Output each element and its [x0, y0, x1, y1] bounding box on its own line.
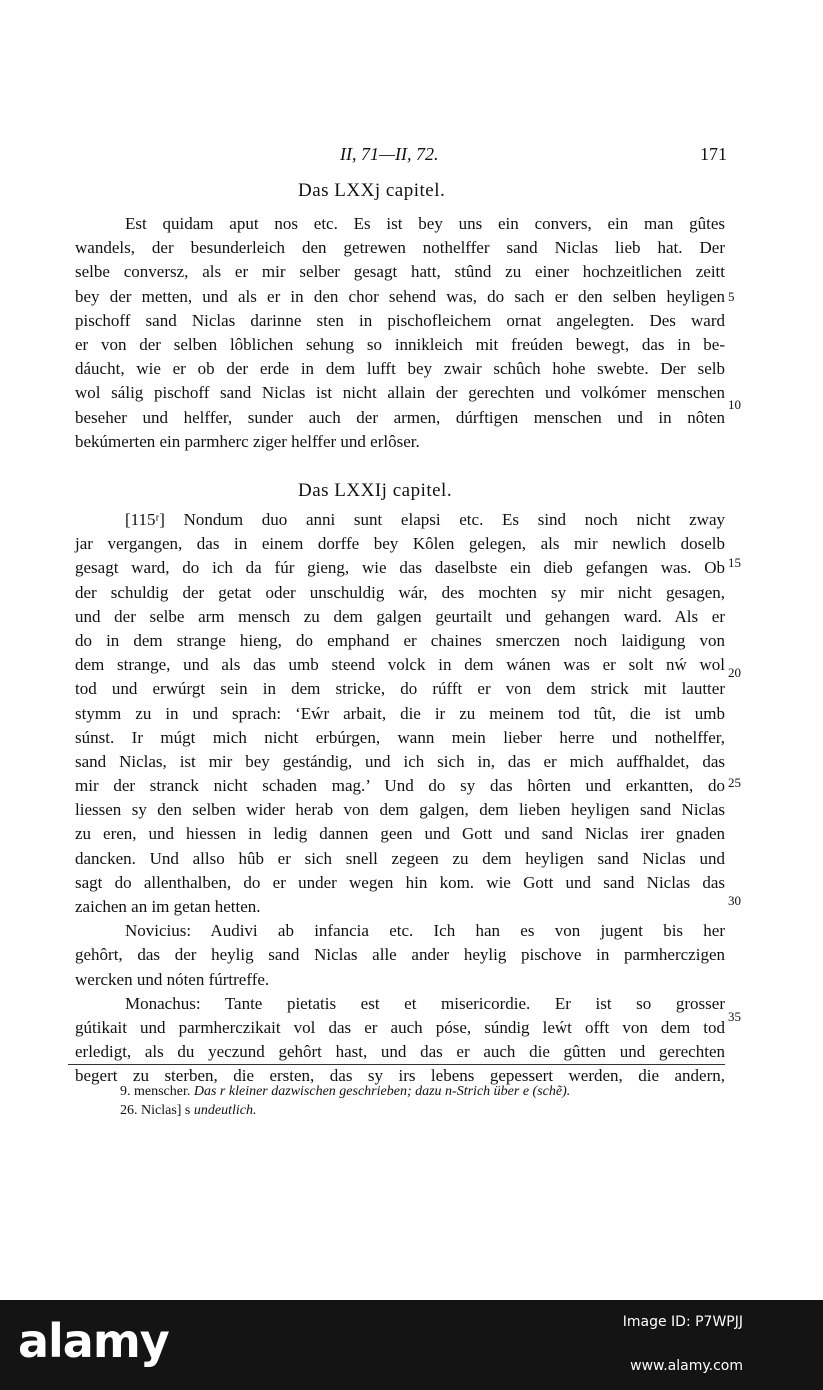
chapter-body [75, 212, 725, 454]
text-line: der schuldig der getat oder unschuldig wár, des mochten sy mir nicht gesagen, [75, 582, 725, 602]
running-head: II, 71—II, 72. [340, 144, 439, 164]
image-id: Image ID: P7WPJJ [622, 1314, 743, 1330]
text-line: gehôrt, das der heylig sand Niclas alle ander heylig pischove in parmherczigen [75, 945, 725, 965]
text-line: bekúmerten ein parmherc ziger helffer und erlôser. [75, 431, 420, 451]
text-line: pischoff sand Niclas darinne sten in pischofleichem ornat angelegten. Des ward [75, 310, 725, 330]
text-line: zaichen an im getan hetten. [75, 897, 261, 916]
text-line: bey der metten, und als er in den chor sehend was, do sach er den selben heyligen [75, 286, 725, 306]
text-line: do in dem strange hieng, do emphand er chaines smerczen noch laidigung von [75, 630, 725, 650]
text-line: dem strange, und als das umb steend volck in dem wánen was er solt nẃ wol [75, 655, 725, 675]
page-number: 171 [700, 144, 727, 164]
chapter-body [75, 508, 725, 1089]
text-line: liessen sy den selben wider herab von dem galgen, dem lieben heyligen sand Niclas [75, 800, 725, 820]
text-line: wol sálig pischoff sand Niclas ist nicht allain der gerechten und volkómer menschen [75, 383, 725, 403]
text-line: gesagt ward, do ich da fúr gieng, wie das daselbste ein dieb gefangen was. Ob [75, 558, 725, 578]
text-line: erledigt, als du yeczund gehôrt hast, und das er auch die gûtten und gerechten [75, 1042, 725, 1062]
line-number: 15 [728, 555, 741, 570]
stock-banner [0, 1300, 823, 1390]
line-number: 20 [728, 665, 741, 680]
text-line: gútikait und parmherczikait vol das er auch póse, súndig leẃt offt von dem tod [75, 1017, 725, 1037]
footnote-ref: 26. Niclas] s [120, 1103, 191, 1118]
text-line: wercken und nóten fúrtreffe. [75, 969, 270, 989]
footnote-ref: 9. menscher. [120, 1084, 191, 1099]
text-line: und der selbe arm mensch zu dem galgen geurtailt und gehangen ward. Als er [75, 606, 725, 626]
alamy-logo: alamy [18, 1314, 169, 1368]
footnote-text: undeutlich. [193, 1103, 257, 1118]
text-line: Monachus: Tante pietatis est et misericordie. Er ist so grosser [125, 993, 725, 1013]
site-url: www.alamy.com [630, 1358, 743, 1374]
footnote-text: Das r kleiner dazwischen geschrieben; dazu n-Strich über e (schẽ). [193, 1084, 571, 1099]
footnote [120, 1082, 570, 1101]
text-line: Novicius: Audivi ab infancia etc. Ich han es von jugent bis her [125, 921, 725, 941]
text-line: er von der selben lôblichen sehung so innikleich mit freúden bewegt, das in be- [75, 334, 725, 354]
text-line: sand Niclas, ist mir bey gestándig, und ich sich in, das er mich auffhaldet, das [75, 751, 725, 771]
footnote-rule [68, 1064, 725, 1065]
text-line: selbe conversz, als er mir selber gesagt hatt, stûnd zu einer hochzeitlichen zeitt [75, 262, 725, 282]
text-line: súnst. Ir múgt mich nicht erbúrgen, wann mein lieber herre und nothelffer, [75, 727, 725, 747]
line-number: 35 [728, 1009, 741, 1024]
chapter-title: Das LXXj capitel. [298, 180, 446, 201]
line-number: 10 [728, 397, 741, 412]
text-line: dáucht, wie er ob der erde in dem lufft bey zwair schûch hohe swebte. Der selb [75, 359, 725, 379]
text-line: jar vergangen, das in einem dorffe bey Kôlen gelegen, als mir newlich doselb [75, 534, 725, 554]
text-line: tod und erwúrgt sein in dem stricke, do rúfft er von dem strick mit lautter [75, 679, 725, 699]
chapter-title: Das LXXIj capitel. [298, 480, 453, 501]
text-line: mir der stranck nicht schaden mag.’ Und do sy das hôrten und erkantten, do [75, 776, 725, 796]
text-line: [115ʳ] Nondum duo anni sunt elapsi etc. Es sind noch nicht zway [125, 510, 725, 529]
text-line: zu eren, und hiessen in ledig dannen geen und Gott und sand Niclas irer gnaden [75, 824, 725, 844]
text-line: wandels, der besunderleich den getrewen nothelffer sand Niclas lieb hat. Der [75, 238, 725, 258]
text-line: begert zu sterben, die ersten, das sy irs lebens gepessert werden, die andern, [75, 1066, 725, 1086]
text-line: sagt do allenthalben, do er under wegen hin kom. wie Gott und sand Niclas das [75, 872, 725, 892]
footnotes [120, 1082, 570, 1120]
text-line: dancken. Und allso hûb er sich snell zegeen zu dem heyligen sand Niclas und [75, 848, 725, 868]
line-number: 5 [728, 289, 735, 304]
text-line: beseher und helffer, sunder auch der armen, dúrftigen menschen und in nôten [75, 407, 725, 427]
text-line: stymm zu in und sprach: ‘Eẃr arbait, die ir zu meinem tod tût, die ist umb [75, 703, 725, 723]
footnote [120, 1101, 570, 1120]
line-number: 25 [728, 775, 741, 790]
line-number: 30 [728, 893, 741, 908]
text-line: Est quidam aput nos etc. Es ist bey uns ein convers, ein man gûtes [125, 214, 725, 233]
